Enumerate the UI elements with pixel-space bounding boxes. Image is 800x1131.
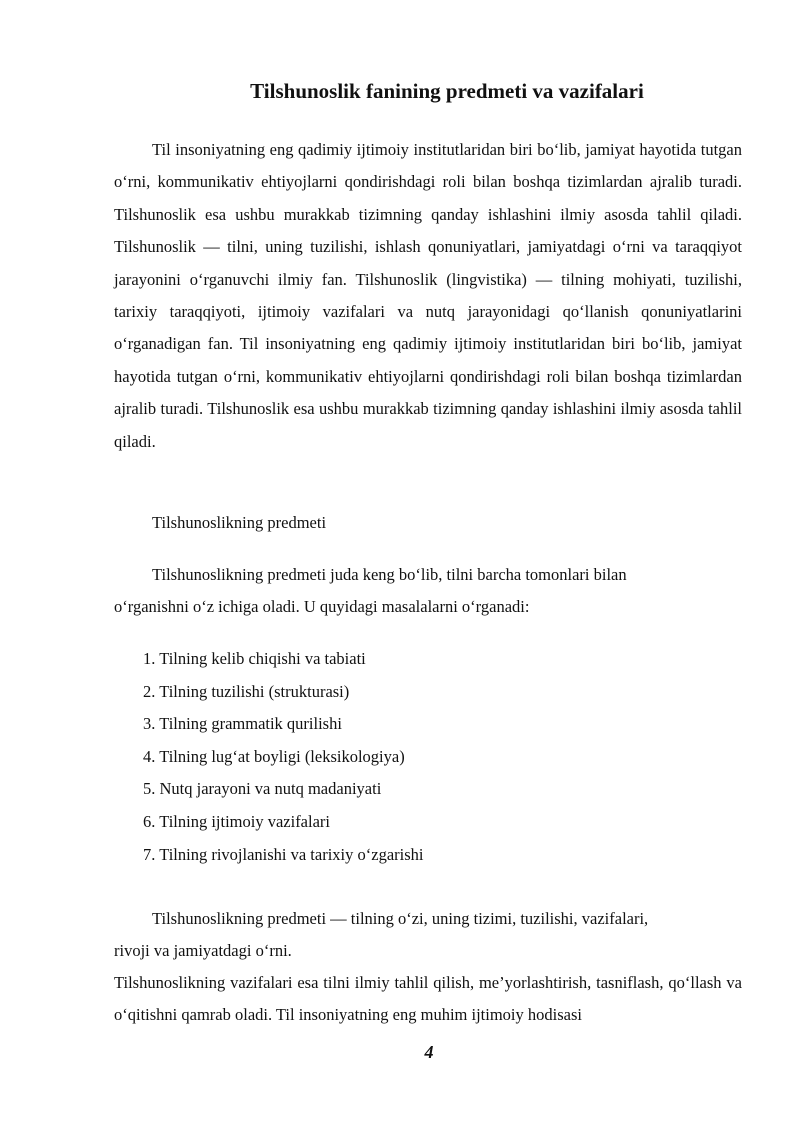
list-item: 7. Tilning rivojlanishi va tarixiy o‘zgarishi [143, 844, 424, 864]
subject-paragraph [114, 559, 742, 624]
tasks-paragraph: Tilshunoslikning vazifalari esa tilni ilmiy tahlil qilish, me’yorlashtirish, tasniflash, qo‘llash va o‘qitishni qamrab oladi. Til insoniyatning eng muhim ijtimoiy hodisasi [114, 973, 742, 1025]
list-item: 1. Tilning kelib chiqishi va tabiati [143, 649, 366, 668]
list-item: 5. Nutq jarayoni va nutq madaniyati [143, 779, 382, 799]
section-heading-subject: Tilshunoslikning predmeti [152, 513, 327, 532]
subject-paragraph-line-2: o‘rganishni o‘z ichiga oladi. U quyidagi masalalarni o‘rganadi: [114, 597, 530, 617]
list-item: 6. Tilning ijtimoiy vazifalari [143, 811, 330, 831]
list-item: 3. Tilning grammatik qurilishi [143, 714, 342, 734]
document-title: Tilshunoslik fanining predmeti va vazifalari [250, 79, 644, 103]
page-number: 4 [424, 1042, 434, 1062]
list-item: 4. Tilning lug‘at boyligi (leksikologiya) [143, 746, 405, 766]
subject-summary-line-1: Tilshunoslikning predmeti — tilning o‘zi, uning tizimi, tuzilishi, vazifalari, [152, 909, 649, 928]
subject-paragraph-line-1: Tilshunoslikning predmeti juda keng bo‘lib, tilni barcha tomonlari bilan [152, 565, 627, 584]
list-item: 2. Tilning tuzilishi (strukturasi) [143, 681, 350, 701]
topics-list [143, 643, 423, 871]
intro-paragraph: Til insoniyatning eng qadimiy ijtimoiy institutlaridan biri bo‘lib, jamiyat hayotida tutgan o‘rni, kommunikativ ehtiyojlarni qondirishdagi roli bilan boshqa tizimlardan ajralib turadi. Tilshunoslik esa ushbu murakkab tizimning qanday ishlashini ilmiy asosda tahlil qiladi. Tilshunoslik — tilni, uning tuzilishi, ishlash qonuniyatlari, jamiyatdagi o‘rni va taraqqiyot jarayonini o‘rganuvchi ilmiy fan. Tilshunoslik (lingvistika) — tilning mohiyati, tuzilishi, tarixiy taraqqiyoti, ijtimoiy vazifalari va nutq jarayonidagi qo‘llanish qonuniyatlarini o‘rganadigan fan. Til insoniyatning eng qadimiy ijtimoiy institutlaridan biri bo‘lib, jamiyat hayotida tutgan o‘rni, kommunikativ ehtiyojlarni qondirishdagi roli bilan boshqa tizimlardan ajralib turadi. Tilshunoslik esa ushbu murakkab tizimning qanday ishlashini ilmiy asosda tahlil qiladi. [114, 140, 742, 451]
subject-summary-paragraph [114, 903, 742, 968]
subject-summary-line-2: rivoji va jamiyatdagi o‘rni. [114, 941, 292, 961]
